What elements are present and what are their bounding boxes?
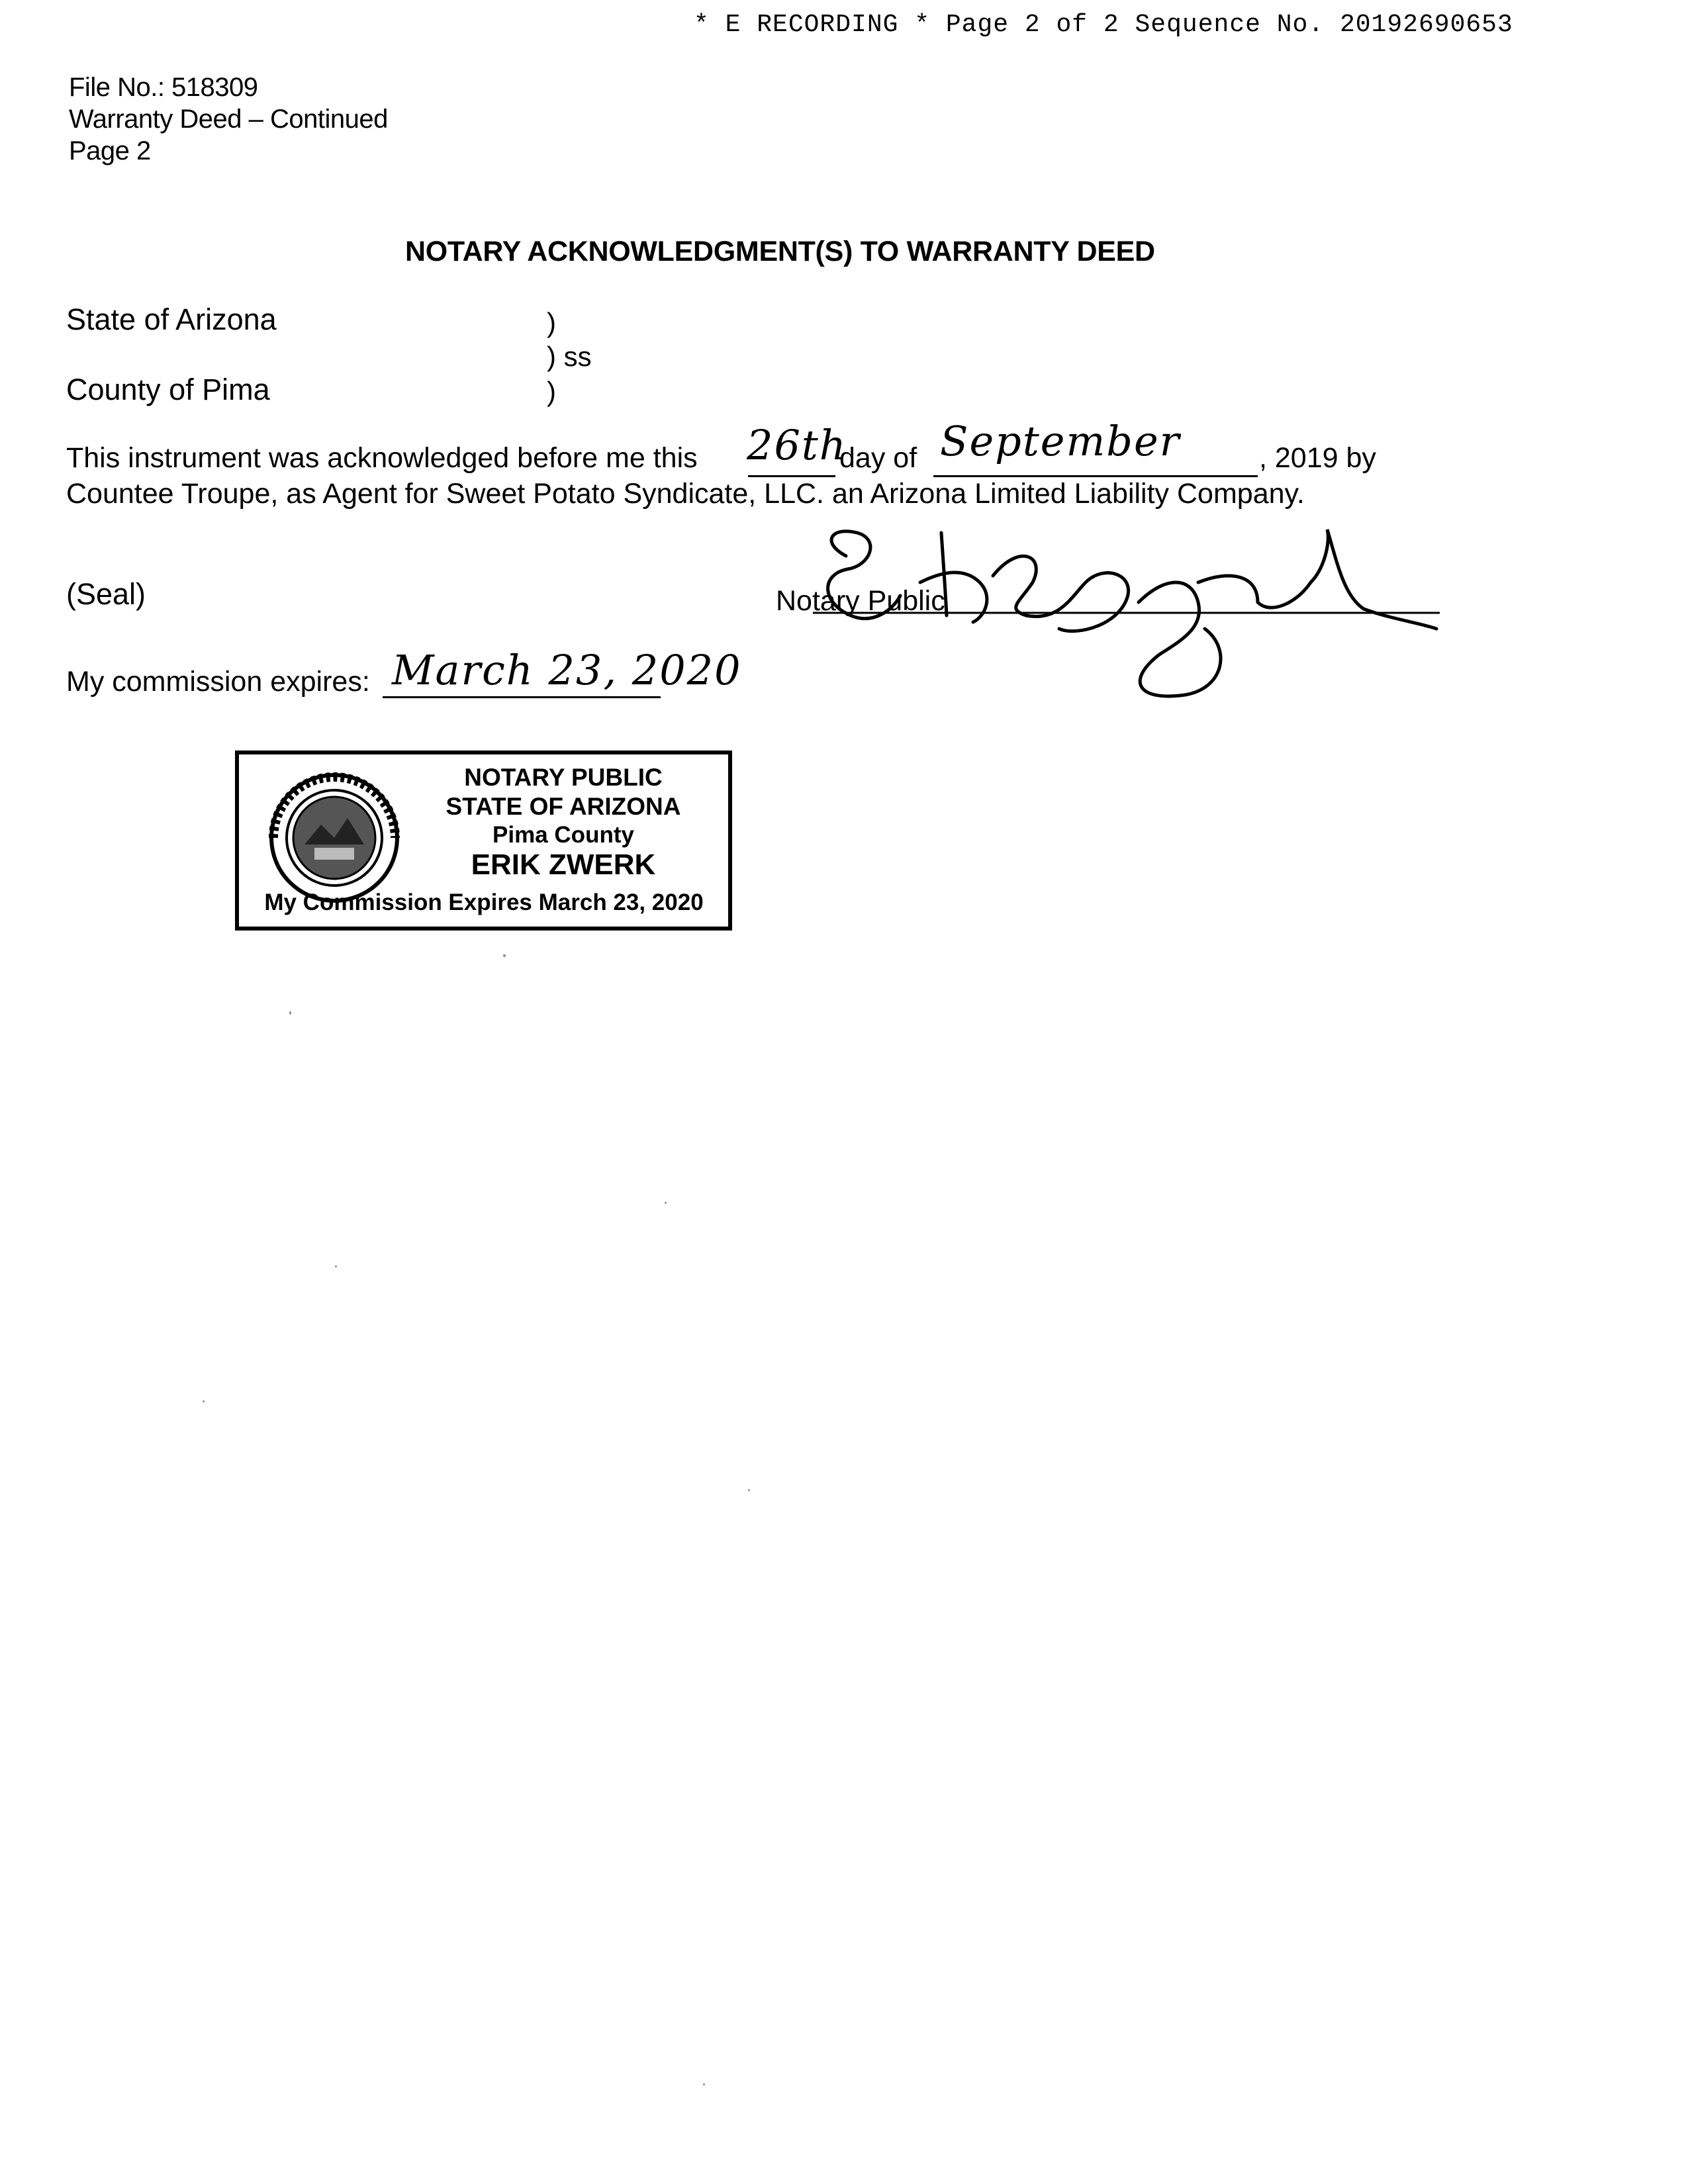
commission-date-handwritten: March 23, 2020 [392,646,742,694]
file-info-block [69,71,388,167]
commission-label: My commission expires: [66,666,370,698]
commission-blank-line [383,696,661,698]
stamp-title: NOTARY PUBLIC [464,764,663,791]
acknowledgment-lead: This instrument was acknowledged before me this [66,442,698,474]
venue-state: State of Arizona [66,302,277,336]
scan-speck [665,1202,667,1204]
acknowledgment-day-of: day of [839,442,917,474]
stamp-county: Pima County [492,822,634,848]
venue-county: County of Pima [66,373,270,406]
recording-header: * E RECORDING * Page 2 of 2 Sequence No. 20192690653 [694,11,1513,39]
file-number: File No.: 518309 [69,73,258,102]
document-title: NOTARY ACKNOWLEDGMENT(S) TO WARRANTY DEED [405,236,1155,267]
venue-paren-ss: ) ss [547,341,592,372]
acknowledgment-line-2: Countee Troupe, as Agent for Sweet Potato Syndicate, LLC. an Arizona Limited Liability Company. [66,478,1305,510]
scan-speck [503,954,506,957]
notary-public-label: Notary Public [776,585,945,617]
seal-label: (Seal) [66,577,146,611]
day-handwritten: 26th [747,421,847,469]
venue-paren-top: ) [547,307,556,338]
day-blank-line [748,475,835,477]
stamp-notary-name: ERIK ZWERK [471,848,656,881]
page-label: Page 2 [69,136,151,165]
stamp-state: STATE OF ARIZONA [445,793,681,820]
venue-paren-bottom: ) [547,376,556,407]
month-blank-line [933,475,1258,477]
scan-speck [203,1400,205,1402]
scan-speck [335,1265,337,1267]
signature-stroke-loop [1139,582,1221,696]
acknowledgment-year-by: , 2019 by [1259,442,1376,474]
signature-stroke-z [993,556,1129,631]
stamp-commission-expires: My Commission Expires March 23, 2020 [264,889,704,915]
scan-speck [748,1489,750,1491]
scan-speck [289,1011,291,1015]
state-seal-icon [268,772,400,904]
deed-continued-label: Warranty Deed – Continued [69,105,388,134]
scan-speck [703,2083,705,2085]
notary-stamp [235,751,732,931]
month-handwritten: September [940,417,1181,465]
